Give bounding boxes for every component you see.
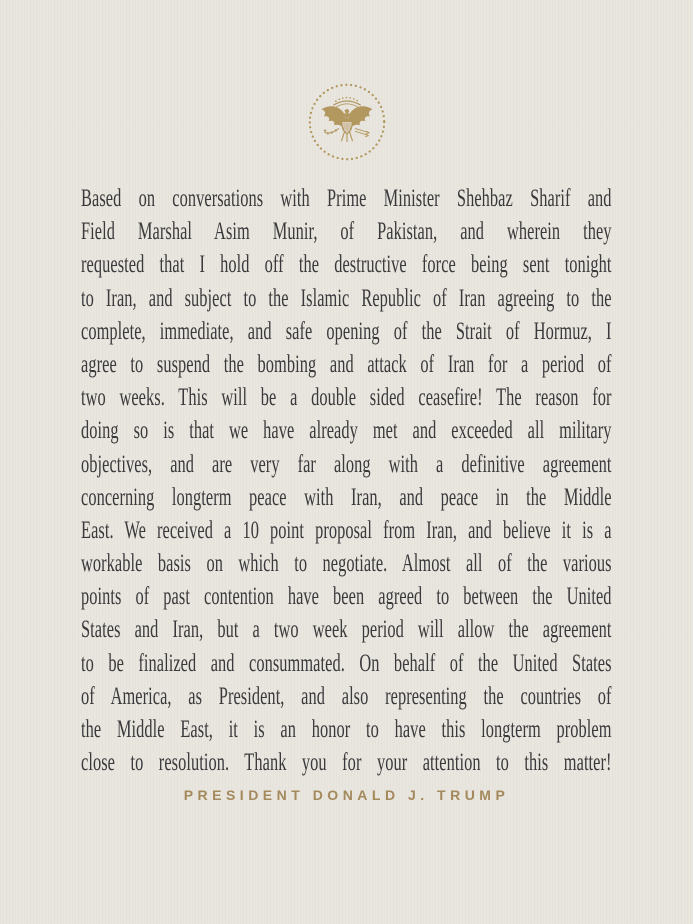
signature-line: PRESIDENT DONALD J. TRUMP	[183, 787, 510, 803]
statement-line: to Iran, and subject to the Islamic Republic of Iran agreeing to the	[81, 284, 612, 312]
statement-line: close to resolution. Thank you for your attention to this matter!	[81, 749, 612, 777]
statement-line: States and Iran, but a two week period will allow the agreement	[81, 616, 612, 644]
statement-line: agree to suspend the bombing and attack of Iran for a period of	[81, 350, 612, 378]
statement-line: Based on conversations with Prime Minister Shehbaz Sharif and	[81, 185, 612, 212]
statement-line: requested that I hold off the destructive force being sent tonight	[81, 251, 612, 279]
statement-line: the Middle East, it is an honor to have this longterm problem	[81, 716, 612, 743]
statement-line: East. We received a 10 point proposal from Iran, and believe it is a	[81, 516, 612, 544]
statement-line: points of past contention have been agreed to between the United	[81, 583, 612, 611]
statement-body	[81, 182, 612, 779]
statement-line: to be finalized and consummated. On behalf of the United States	[81, 649, 612, 677]
presidential-seal-icon	[307, 82, 387, 162]
statement-line: concerning longterm peace with Iran, and peace in the Middle	[81, 483, 612, 511]
statement-line: Field Marshal Asim Munir, of Pakistan, and wherein they	[81, 218, 612, 246]
statement-line: workable basis on which to negotiate. Almost all of the various	[81, 550, 612, 578]
statement-line: complete, immediate, and safe opening of the Strait of Hormuz, I	[81, 317, 612, 345]
statement-line: of America, as President, and also representing the countries of	[81, 682, 612, 710]
statement-line: objectives, and are very far along with a definitive agreement	[81, 450, 612, 478]
statement-line: two weeks. This will be a double sided ceasefire! The reason for	[81, 384, 612, 412]
statement-line: doing so is that we have already met and exceeded all military	[81, 417, 612, 445]
